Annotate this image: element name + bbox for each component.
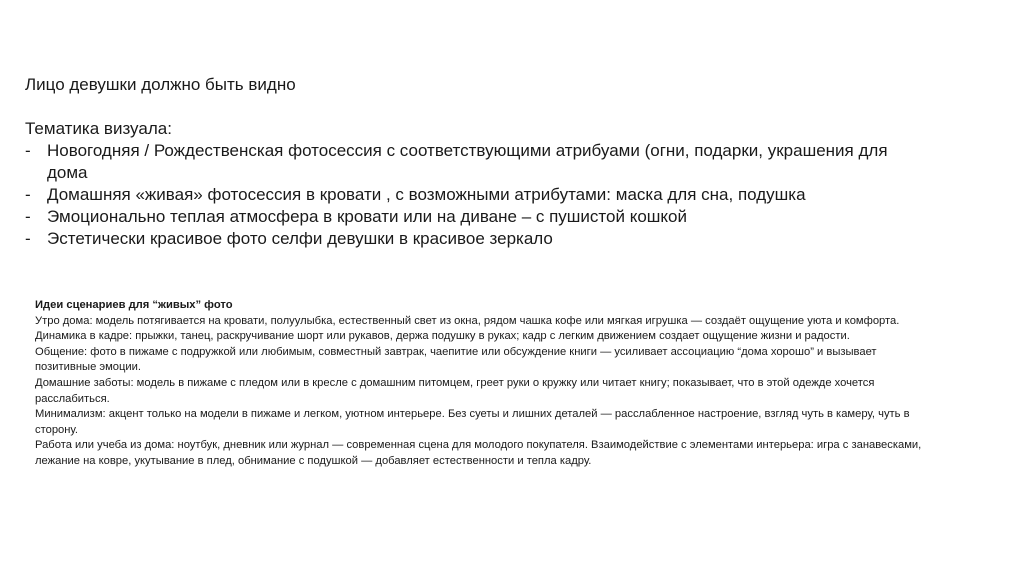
spacer (25, 96, 985, 118)
bullet-item (25, 228, 985, 250)
face-visible-note: Лицо девушки должно быть видно (25, 75, 296, 94)
bullet-text: Новогодняя / Рождественская фотосессия с соответствующими атрибуами (огни, подарки, украшения для (47, 141, 888, 160)
bullet-item (25, 206, 985, 228)
ideas-line: Минимализм: акцент только на модели в пижаме и легком, уютном интерьере. Без суеты и лишних деталей — расслабленное настроение, взгляд чуть в камеру, чуть в (35, 408, 910, 421)
ideas-block (35, 298, 970, 470)
ideas-line: позитивные эмоции. (35, 361, 142, 374)
bullet-text-continued: дома (47, 163, 88, 182)
ideas-line: лежание на ковре, укутывание в плед, обнимание с подушкой — добавляет естественности и тепла кадру. (35, 454, 592, 467)
bullet-dash: - (25, 207, 31, 226)
main-text-block (25, 74, 985, 250)
theme-bullet-list (25, 140, 985, 250)
ideas-line: расслабиться. (35, 392, 110, 405)
bullet-item (25, 184, 985, 206)
bullet-item (25, 140, 985, 184)
bullet-dash: - (25, 185, 31, 204)
ideas-line: Домашние заботы: модель в пижаме с пледом или в кресле с домашним питомцем, греет руки о кружку или читает книгу; показывает, что в этой одежде хочется (35, 376, 875, 389)
ideas-heading: Идеи сценариев для “живых” фото (35, 299, 233, 311)
bullet-dash: - (25, 141, 31, 160)
theme-heading: Тематика визуала: (25, 119, 172, 138)
bullet-text: Эмоционально теплая атмосфера в кровати или на диване – с пушистой кошкой (47, 207, 687, 226)
bullet-dash: - (25, 229, 31, 248)
bullet-text: Домашняя «живая» фотосессия в кровати , с возможными атрибутами: маска для сна, подушка (47, 185, 806, 204)
ideas-line: Утро дома: модель потягивается на кровати, полуулыбка, естественный свет из окна, рядом чашка кофе или мягкая игрушка — создаёт ощущение уюта и комфорта. (35, 314, 900, 327)
ideas-line: сторону. (35, 423, 79, 436)
ideas-line: Динамика в кадре: прыжки, танец, раскручивание шорт или рукавов, держа подушку в руках; кадр с легким движением создает ощущение жизни и радости. (35, 330, 850, 343)
ideas-line: Общение: фото в пижаме с подружкой или любимым, совместный завтрак, чаепитие или обсуждение книги — усиливает ассоциацию “дома хорошо” и вызывает (35, 345, 877, 358)
ideas-line: Работа или учеба из дома: ноутбук, дневник или журнал — современная сцена для молодого покупателя. Взаимодействие с элементами интерьера: игра с занавесками, (35, 439, 922, 452)
bullet-text: Эстетически красивое фото селфи девушки в красивое зеркало (47, 229, 553, 248)
